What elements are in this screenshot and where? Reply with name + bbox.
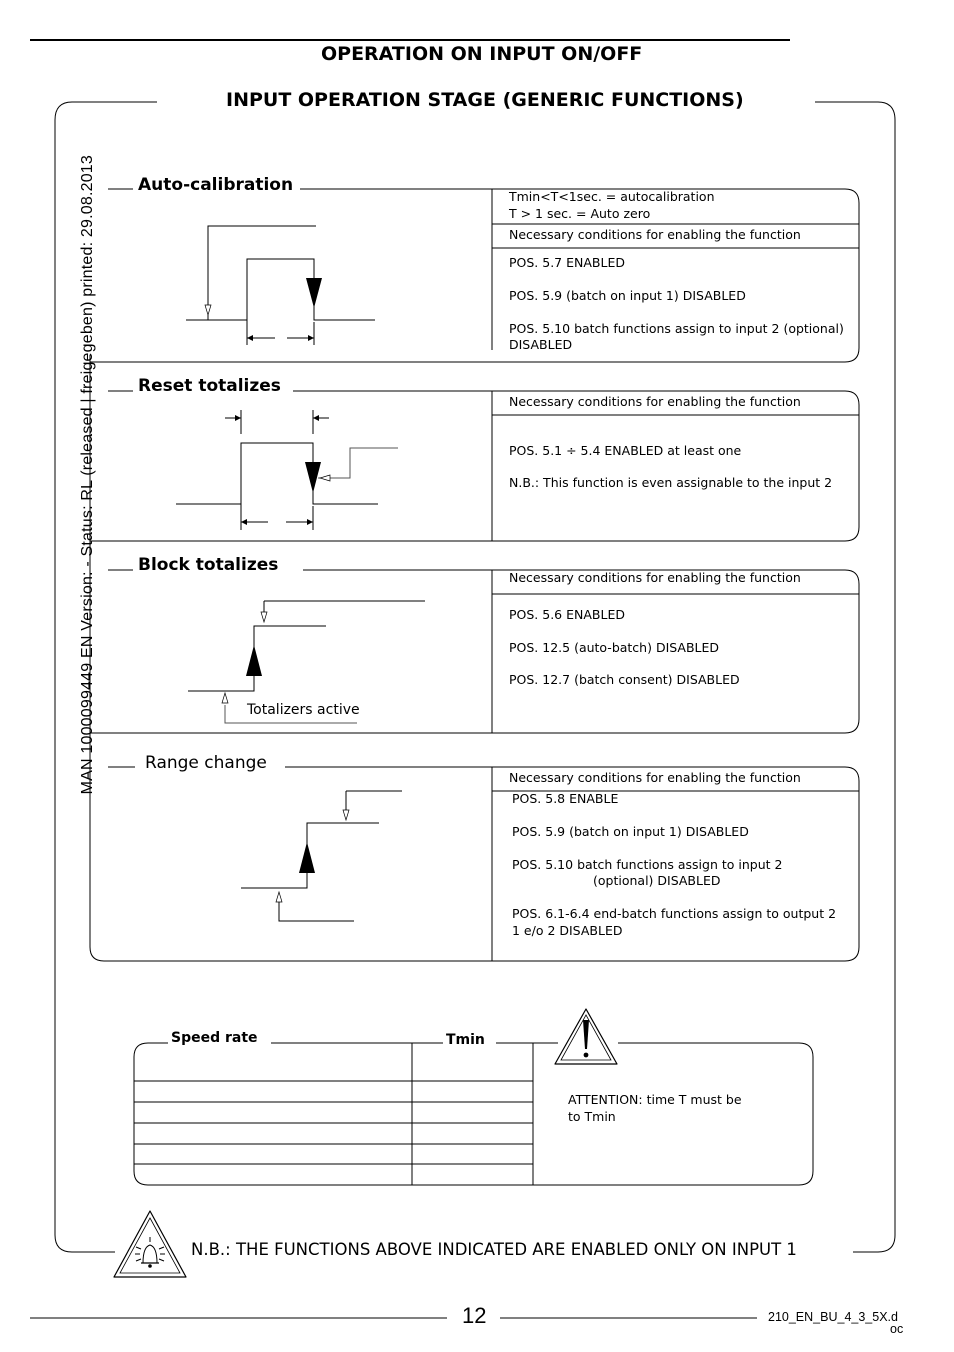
attention-text: [568, 1092, 742, 1125]
condition-item: 1 e/o 2 DISABLED: [512, 923, 623, 938]
range-change-diagram: [241, 791, 402, 921]
condition-item: (optional) DISABLED: [593, 873, 721, 888]
condition-item: POS. 12.5 (auto-batch) DISABLED: [509, 640, 720, 655]
outer-frame: [55, 102, 895, 1252]
condition-item: POS. 5.8 ENABLE: [512, 791, 619, 806]
condition-item: DISABLED: [509, 337, 573, 352]
section-title-range-change: Range change: [139, 753, 273, 773]
conditions-header: Necessary conditions for enabling the function: [509, 570, 801, 585]
side-print-stamp: MAN 1000099449 EN Version: - Status: RL (released | freigegeben) printed: 29.08.2013: [79, 155, 96, 795]
auto-calibration-diagram: [186, 226, 375, 345]
condition-item: POS. 5.7 ENABLED: [509, 255, 625, 270]
section-title-block-totalizes: Block totalizes: [134, 555, 282, 575]
page-subtitle: INPUT OPERATION STAGE (GENERIC FUNCTIONS): [226, 89, 744, 111]
condition-item: POS. 5.9 (batch on input 1) DISABLED: [512, 824, 749, 839]
section-title-reset-totalizes: Reset totalizes: [134, 376, 285, 396]
document-code-overflow-text: oc: [890, 1322, 904, 1336]
conditions-header: Necessary conditions for enabling the function: [509, 227, 801, 242]
condition-item: N.B.: This function is even assignable to the input 2: [509, 475, 833, 490]
page-title: OPERATION ON INPUT ON/OFF: [321, 43, 643, 65]
speed-rate-header: Speed rate: [168, 1030, 261, 1046]
condition-item: POS. 12.7 (batch consent) DISABLED: [509, 672, 740, 687]
attention-line: to Tmin: [568, 1108, 616, 1124]
document-code: 210_EN_BU_4_3_5X.d: [768, 1310, 898, 1324]
attention-line: ATTENTION: time T must be: [568, 1092, 742, 1107]
document-code-overflow: [890, 1322, 904, 1336]
reset-totalizes-diagram: [176, 410, 398, 530]
condition-item: POS. 5.9 (batch on input 1) DISABLED: [509, 288, 746, 303]
condition-item: POS. 5.1 ÷ 5.4 ENABLED at least one: [509, 443, 742, 458]
condition-item: POS. 5.10 batch functions assign to input 2: [512, 857, 783, 872]
conditions-header: Necessary conditions for enabling the function: [509, 770, 801, 785]
tmin-header: Tmin: [443, 1032, 488, 1048]
totalizers-active-label: Totalizers active: [247, 702, 360, 718]
warning-bell-icon: [114, 1211, 186, 1277]
attention-sign-icon: [555, 1009, 617, 1064]
auto-calibration-note: [509, 189, 715, 222]
conditions-header: Necessary conditions for enabling the function: [509, 394, 801, 409]
auto-calibration-note-line: T > 1 sec. = Auto zero: [509, 205, 651, 221]
condition-item: POS. 6.1-6.4 end-batch functions assign to output 2: [512, 906, 837, 921]
condition-item: POS. 5.6 ENABLED: [509, 607, 625, 622]
section-title-auto-calibration: Auto-calibration: [134, 175, 297, 195]
auto-calibration-note-line: Tmin<T<1sec. = autocalibration: [509, 189, 715, 204]
page-number: 12: [462, 1303, 487, 1328]
footer-note: N.B.: THE FUNCTIONS ABOVE INDICATED ARE ENABLED ONLY ON INPUT 1: [191, 1240, 797, 1259]
condition-item: POS. 5.10 batch functions assign to input 2 (optional): [509, 321, 844, 336]
